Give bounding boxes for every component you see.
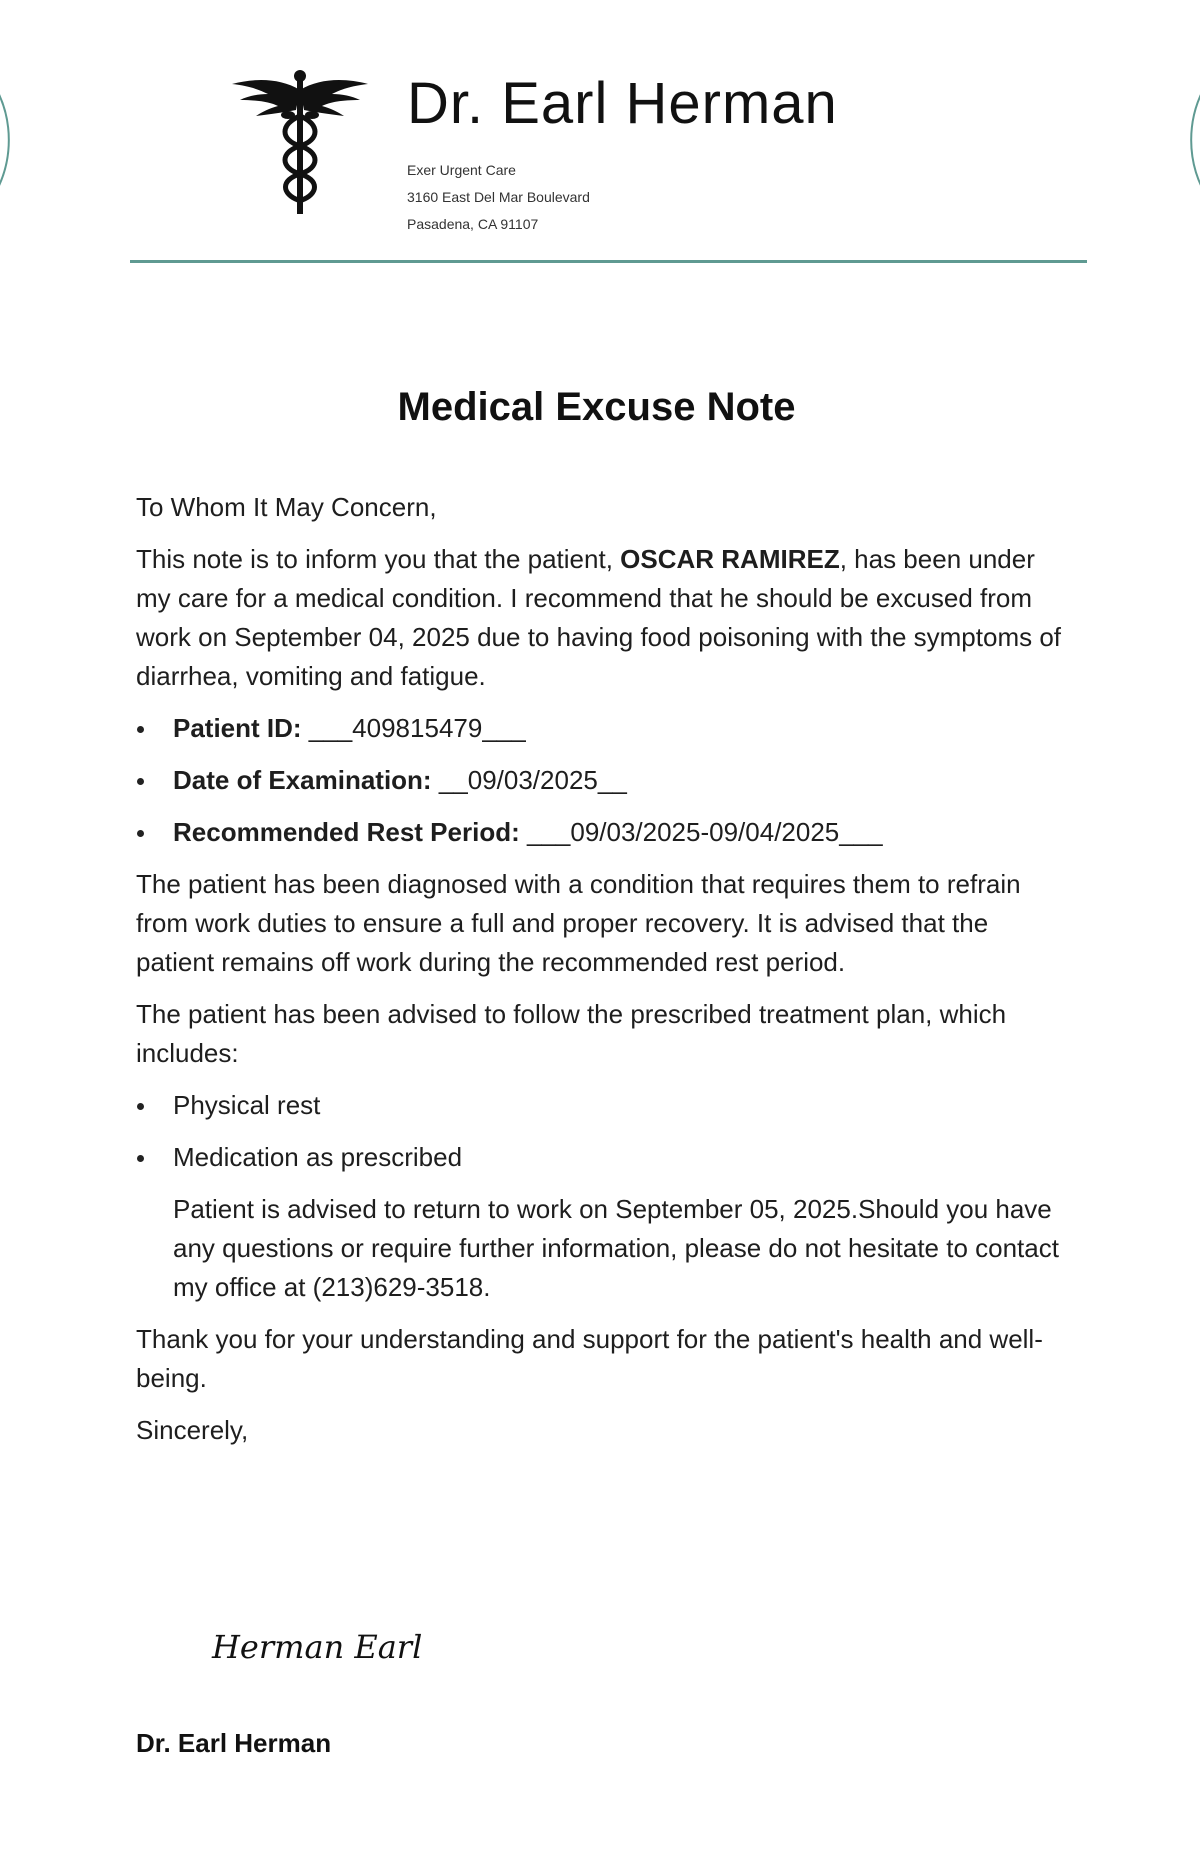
letterhead [130,60,1085,260]
thanks-paragraph: Thank you for your understanding and support for the patient's health and well-being. [136,1324,1043,1393]
list-item [136,761,1066,800]
decorative-arc-left [0,30,50,250]
rest-period-value: ___09/03/2025-09/04/2025___ [519,817,883,847]
diagnosis-paragraph: The patient has been diagnosed with a condition that requires them to refrain from work duties to ensure a full and proper recovery. It is advised that the patient remains off work during the recommended rest period. [136,869,1021,977]
decorative-arc-right [1150,30,1200,250]
rest-period-label: Recommended Rest Period: [173,817,520,847]
handwritten-signature: Herman Earl [212,1628,423,1666]
list-item: Medication as prescribed [136,1138,1066,1177]
return-to-work-note: Patient is advised to return to work on September 05, 2025.Should you have any questions or require further information, please do not hesitate to contact my office at (213)629-3518. [173,1194,1059,1302]
clinic-address [407,157,590,238]
exam-date-value: __09/03/2025__ [431,765,627,795]
intro-paragraph [136,540,1066,696]
list-item [136,813,1066,852]
treatment-intro: The patient has been advised to follow the prescribed treatment plan, which includes: [136,999,1007,1068]
letter-body [136,488,1066,1463]
patient-name: OSCAR RAMIREZ [620,544,840,574]
clinic-street: 3160 East Del Mar Boulevard [407,189,590,205]
closing: Sincerely, [136,1415,249,1445]
intro-after-name: , has been under my care for a medical condition. I recommend that he should be excused from work on September 04, 2025 due to having food poisoning with the symptoms of diarrhea, vomiting and fatigue. [136,544,1062,691]
exam-date-label: Date of Examination: [173,765,432,795]
salutation: To Whom It May Concern, [136,492,437,522]
caduceus-icon [230,68,370,218]
signer-name: Dr. Earl Herman [136,1728,332,1758]
clinic-name: Exer Urgent Care [407,162,516,178]
header-divider [130,260,1087,263]
list-item [136,709,1066,748]
patient-details-list [136,709,1066,852]
document-title: Medical Excuse Note [397,385,796,429]
doctor-name-heading: Dr. Earl Herman [407,71,838,136]
intro-before-name: This note is to inform you that the patient, [136,544,621,574]
treatment-list [136,1086,1066,1177]
clinic-city: Pasadena, CA 91107 [407,216,539,232]
patient-id-value: ___409815479___ [301,713,526,743]
patient-id-label: Patient ID: [173,713,302,743]
list-item: Physical rest [136,1086,1066,1125]
